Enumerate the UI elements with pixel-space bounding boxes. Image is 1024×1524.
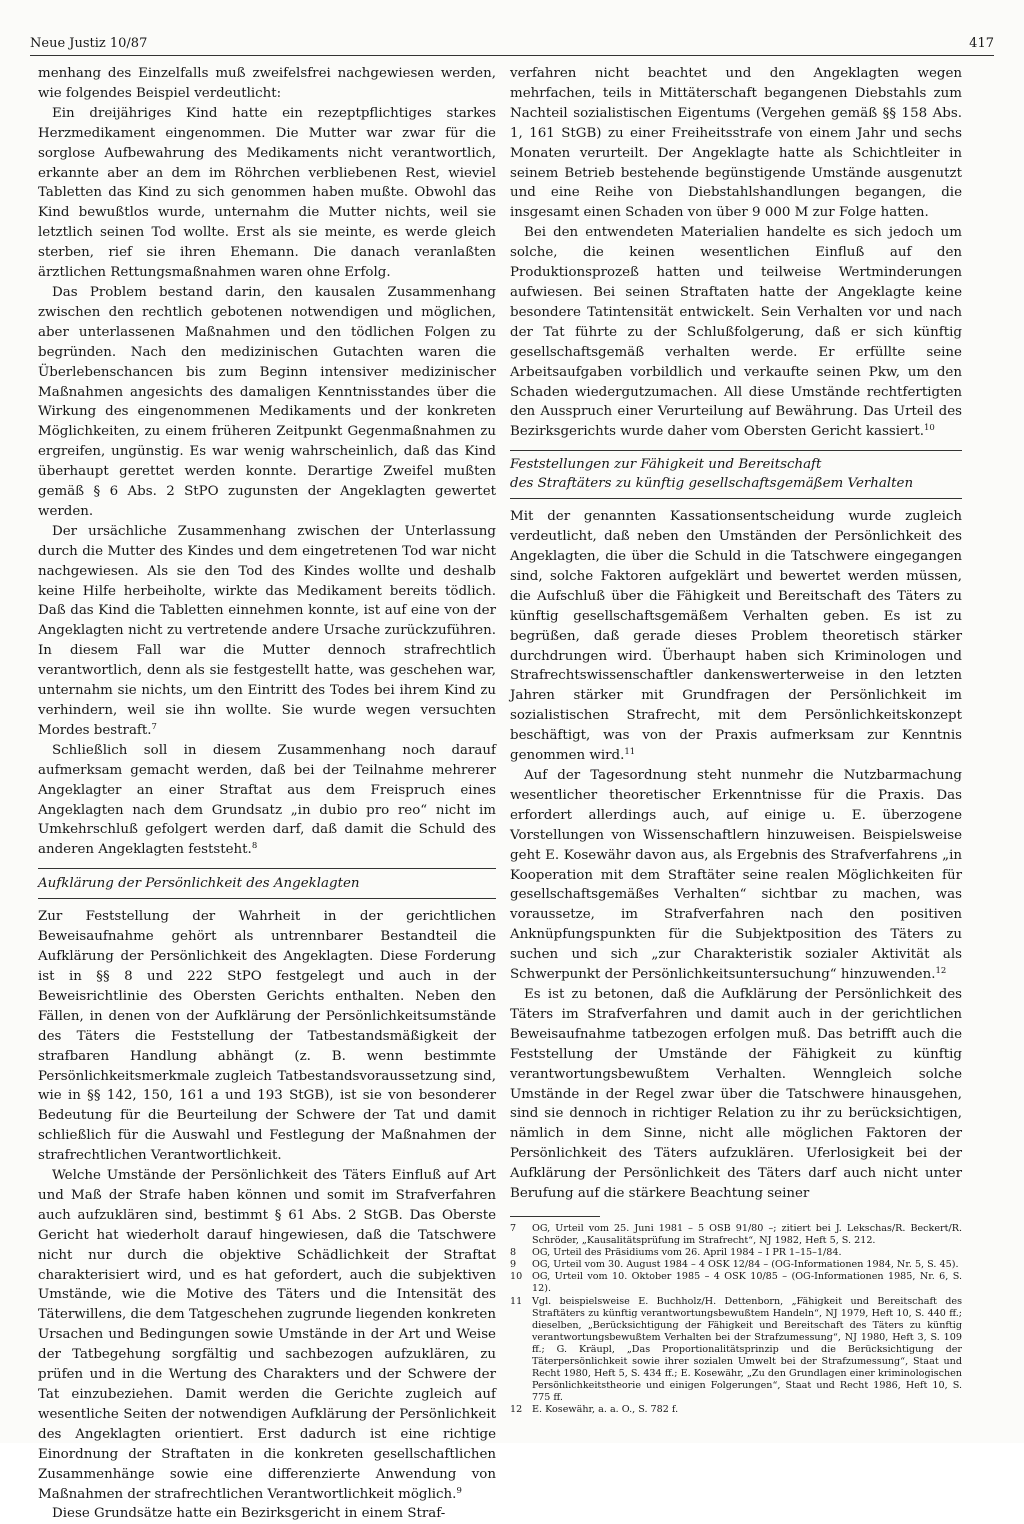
footnote-ref: 12 — [935, 966, 947, 977]
paragraph: verfahren nicht beachtet und den Angeklagten wegen mehrfachen, teils in Mittäterschaft begangenen Diebstahls zum Nachteil sozialistischen Eigentums (Vergehen gemäß §§ 158 Abs. 1, 161 StGB) zu einer Freiheitsstrafe von einem Jahr und sechs Monaten verurteilt. Der Angeklagte hatte als Schichtleiter in seinem Betrieb bestehende begünstigende Umstände ausgenutzt und eine Reihe von Diebstahlshandlungen begangen, die insgesamt einen Schaden von über 9 000 M zur Folge hatten. — [510, 66, 962, 221]
paragraph: Bei den entwendeten Materialien handelte es sich jedoch um solche, die keinen wesentlichen Einfluß auf den Produktionsprozeß hatten und teilweise Wertminderungen aufwiesen. Bei seinen Straftaten hatte der Angeklagte keine besondere Tatintensität entwickelt. Sein Verhalten vor und nach der Tat führte zu der Schlußfolgerung, daß er sich künftig gesellschaftsgemäß verhalten werde. Er erfüllte seine Arbeitsaufgaben vorbildlich und verkaufte seinen Pkw, um den Schaden wiedergutzumachen. All diese Umstände rechtfertigten den Ausspruch einer Verurteilung auf Bewährung. Das Urteil des Bezirksgerichts wurde daher vom Obersten Gericht kassiert.$^{10}$ — [510, 225, 962, 440]
section-heading — [510, 450, 962, 499]
section-heading-line: des Straftäters zu künftig gesellschaftsgemäßem Verhalten — [510, 476, 914, 492]
footnote-text: OG, Urteil vom 30. August 1984 – 4 OSK 12/84 – (OG-Informationen 1984, Nr. 5, S. 45). — [532, 1259, 959, 1271]
footnotes-rule — [510, 1216, 600, 1217]
footnote-ref: 9 — [456, 1485, 462, 1496]
footnote-ref: 8 — [251, 841, 258, 852]
footnote-text: OG, Urteil vom 10. Oktober 1985 – 4 OSK 10/85 – (OG-Informationen 1985, Nr. 6, S. 12). — [532, 1271, 962, 1295]
footnote — [510, 1247, 962, 1259]
footnote-number: 11 — [510, 1295, 523, 1307]
paragraph: Der ursächliche Zusammenhang zwischen der Unterlassung durch die Mutter des Kindes und dem eingetretenen Tod war nicht nachgewiesen. Als sie den Tod des Kindes wollte und deshalb keine Hilfe herbeiholte, wirkte das Medikament bereits tödlich. Daß das Kind die Tabletten einnehmen konnte, ist auf eine von der Angeklagten nicht zu vertretende andere Ursache zurückzuführen. In diesem Fall war die Mutter dennoch strafrechtlich verantwortlich, denn als sie festgestellt hatte, was geschehen war, unternahm sie nichts, um den Eintritt des Todes bei ihrem Kind zu verhindern, weil sie ihn wollte. Sie wurde wegen versuchten Mordes bestraft.$^7$ — [38, 523, 496, 738]
paragraph: Auf der Tagesordnung steht nunmehr die Nutzbarmachung wesentlicher theoretischer Erkenntnisse für die Praxis. Das erfordert allerdings auch, auf einige u. E. überzogene Vorstellungen von Wissenschaftlern hinzuweisen. Beispielsweise geht E. Kosewähr davon aus, als Ergebnis des Strafverfahrens „in Kooperation mit dem Straftäter seine realen Möglichkeiten für gesellschaftsgemäßes Verhalten“ sichtbar zu machen, was voraussetze, im Strafverfahren nach den positiven Anknüpfungspunkten für die Subjektposition des Täters zu suchen und sich „zur Charakteristik sozialer Aktivität als Schwerpunkt der Persönlichkeitsuntersuchung“ hinzuwenden.$^{12}$ — [510, 768, 962, 983]
paragraph: Zur Feststellung der Wahrheit in der gerichtlichen Beweisaufnahme gehört als untrennbarer Bestandteil die Aufklärung der Persönlichkeit des Angeklagten. Diese Forderung ist in §§ 8 und 222 StPO festgelegt und auch in der Beweisrichtlinie des Obersten Gerichts enthalten. Neben den Fällen, in denen von der Aufklärung der Persönlichkeitsumstände des Täters die Feststellung der Tatbestandsmäßigkeit der strafbaren Handlung abhängt (z. B. wenn bestimmte Persönlichkeitsmerkmale zugleich Tatbestandsvoraussetzung sind, wie in §§ 142, 150, 161 a und 193 StGB), ist sie von besonderer Bedeutung für die Beurteilung der Schwere der Tat und damit schließlich für die Auswahl und Festlegung der Maßnahmen der strafrechtlichen Verantwortlichkeit. — [38, 909, 496, 1164]
footnotes — [510, 1223, 962, 1417]
journal-title: Neue Justiz 10/87 — [30, 36, 148, 51]
footnote-ref: 10 — [923, 423, 935, 434]
footnote-ref: 11 — [624, 747, 636, 758]
paragraph: Ein dreijähriges Kind hatte ein rezeptpflichtiges starkes Herzmedikament eingenommen. Die Mutter war zwar für die sorglose Aufbewahrung des Medikaments nicht verantwortlich, erkannte aber an dem im Röhrchen verbliebenen Rest, wieviel Tabletten das Kind zu sich genommen haben mußte. Obwohl das Kind bewußtlos wurde, unternahm die Mutter nichts, weil sie letztlich seinen Tod wollte. Erst als sie meinte, es werde gleich sterben, rief sie ihren Ehemann. Die danach veranlaßten ärztlichen Rettungsmaßnahmen waren ohne Erfolg. — [38, 105, 496, 281]
left-column — [38, 64, 496, 1524]
paragraph: Diese Grundsätze hatte ein Bezirksgericht in einem Straf- — [52, 1506, 446, 1522]
footnote — [510, 1404, 962, 1416]
section-heading-line: Feststellungen zur Fähigkeit und Bereitschaft — [510, 457, 822, 473]
paragraph: Welche Umstände der Persönlichkeit des Täters Einfluß auf Art und Maß der Strafe haben können und somit im Strafverfahren auch aufzuklären sind, bestimmt § 61 Abs. 2 StGB. Das Oberste Gericht hat wiederholt darauf hingewiesen, daß die Tatschwere nicht nur durch die objektive Schädlichkeit der Straftat charakterisiert wird, und es hat gefordert, auch die subjektiven Umstände, wie die Motive des Täters und die Intensität des Täterwillens, die dem Tatgeschehen zugrunde liegenden konkreten Ursachen und Bedingungen sowie Umstände in der Art und Weise der Tatbegehung sorgfältig und sachbezogen aufzuklären, zu prüfen und in die Wertung des Charakters und der Schwere der Tat einzubeziehen. Damit werden die Gerichte zugleich auf wesentliche Seiten der notwendigen Aufklärung der Persönlichkeit des Angeklagten orientiert. Erst dadurch ist eine richtige Einordnung der Straftaten in die konkreten gesellschaftlichen Zusammenhänge sowie eine differenzierte Anwendung von Maßnahmen der strafrechtlichen Verantwortlichkeit möglich.$^9$ — [38, 1168, 496, 1502]
footnote-number: 8 — [510, 1247, 517, 1259]
paragraph: menhang des Einzelfalls muß zweifelsfrei nachgewiesen werden, wie folgendes Beispiel verdeutlicht: — [38, 66, 496, 101]
footnote-text: E. Kosewähr, a. a. O., S. 782 f. — [532, 1404, 679, 1416]
running-head — [30, 36, 994, 54]
footnote-number: 9 — [510, 1259, 517, 1271]
paragraph: Es ist zu betonen, daß die Aufklärung der Persönlichkeit des Täters im Strafverfahren und damit auch in der gerichtlichen Beweisaufnahme tatbezogen erfolgen muß. Das betrifft auch die Feststellung der Umstände der Fähigkeit zu künftig verantwortungsbewußtem Verhalten. Wenngleich solche Umstände in der Regel zwar über die Tatschwere hinausgehen, sind sie dennoch in richtiger Relation zu ihr zu berücksichtigen, nämlich in dem Sinne, nicht alle möglichen Faktoren der Persönlichkeit des Täters aufzuklären. Uferlosigkeit bei der Aufklärung der Persönlichkeit des Täters darf auch nicht unter Berufung auf die stärkere Beachtung seiner — [510, 986, 962, 1202]
footnote-number: 10 — [510, 1271, 523, 1283]
paragraph: Schließlich soll in diesem Zusammenhang noch darauf aufmerksam gemacht werden, daß bei der Teilnahme mehrerer Angeklagter an einer Straftat aus dem Freispruch eines Angeklagten nach dem Grundsatz „in dubio pro reo“ nicht im Umkehrschluß gefolgert werden darf, daß damit die Schuld des anderen Angeklagten feststeht.$^8$ — [38, 742, 496, 858]
paragraph: Das Problem bestand darin, den kausalen Zusammenhang zwischen den rechtlich gebotenen notwendigen und möglichen, aber unterlassenen Maßnahmen und den tödlichen Folgen zu begründen. Nach den medizinischen Gutachten waren die Überlebenschancen bis zum Beginn intensiver medizinischer Maßnahmen angesichts des damaligen Kenntnisstandes über die Wirkung des eingenommenen Medikaments und der konkreten Möglichkeiten, zu einem früheren Zeitpunkt Gegenmaßnahmen zu ergreifen, ungünstig. Es war wenig wahrscheinlich, daß das Kind überhaupt gerettet werden konnte. Derartige Zweifel mußten gemäß § 6 Abs. 2 StPO zugunsten der Angeklagten gewertet werden. — [38, 284, 496, 519]
footnote-text: Vgl. beispielsweise E. Buchholz/H. Dettenborn, „Fähigkeit und Bereitschaft des Straftäters zu künftig verantwortungsbewußtem Handeln“, NJ 1979, Heft 10, S. 440 ff.; dieselben, „Berücksichtigung der Fähigkeit und Bereitschaft des Täters zu künftig verantwortungsbewußtem Verhalten bei der Strafzumessung“, NJ 1980, Heft 3, S. 109 ff.; G. Kräupl, „Das Proportionalitätsprinzip und die Berücksichtigung der Täterpersönlichkeit sowie ihrer sozialen Umwelt bei der Strafzumessung“, Staat und Recht 1980, Heft 5, S. 434 ff.; E. Kosewähr, „Zu den Grundlagen einer kriminologischen Persönlichkeitstheorie und einigen Folgerungen“, Staat und Recht 1986, Heft 10, S. 775 ff. — [532, 1295, 962, 1404]
footnote — [510, 1271, 962, 1295]
footnote-text: OG, Urteil vom 25. Juni 1981 – 5 OSB 91/80 –; zitiert bei J. Lekschas/R. Beckert/R. Schröder, „Kausalitätsprüfung im Strafrecht“, NJ 1982, Heft 5, S. 212. — [532, 1222, 962, 1247]
footnote-text: OG, Urteil des Präsidiums vom 26. April 1984 – I PR 1–15–1/84. — [532, 1247, 842, 1259]
footnote — [510, 1223, 962, 1247]
page-number: 417 — [969, 36, 994, 51]
paragraph: Mit der genannten Kassationsentscheidung wurde zugleich verdeutlicht, daß neben den Umständen der Persönlichkeit des Angeklagten, die über die Schuld in die Tatschwere eingegangen sind, solche Faktoren aufgeklärt und bewertet werden müssen, die Aufschluß über die Fähigkeit und Bereitschaft des Täters zu künftig gesellschaftsgemäßem Verhalten geben. Es ist zu begrüßen, daß gerade dieses Problem theoretisch stärker durchdrungen wird. Überhaupt haben sich Kriminologen und Strafrechtswissenschaftler dankenswerterweise in den letzten Jahren stärker mit Grundfragen der Persönlichkeit im sozialistischen Strafrecht, mit dem Persönlichkeitskonzept beschäftigt, was von der Praxis aufmerksam zur Kenntnis genommen wird.$^{11}$ — [510, 509, 962, 764]
footnote-number: 7 — [510, 1222, 517, 1234]
footnote — [510, 1259, 962, 1271]
header-rule — [30, 55, 994, 56]
right-column — [510, 64, 962, 1416]
section-heading: Aufklärung der Persönlichkeit des Angeklagten — [38, 868, 496, 899]
footnote — [510, 1296, 962, 1405]
footnote-number: 12 — [510, 1404, 523, 1416]
footnote-ref: 7 — [151, 721, 157, 732]
